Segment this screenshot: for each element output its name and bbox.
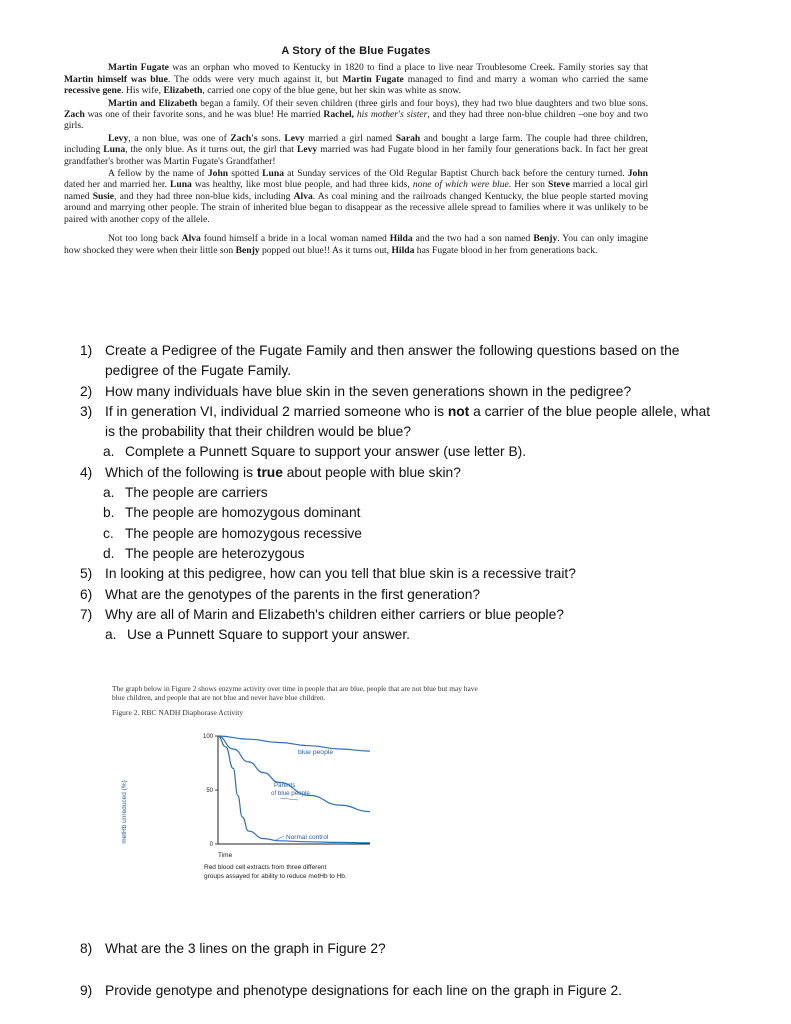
enzyme-activity-chart <box>112 724 412 894</box>
series-line-parents-of-blue-people <box>218 736 370 812</box>
y-axis-label: metHb unreduced (%) <box>121 780 128 844</box>
story-paragraph-4: A fellow by the name of John spotted Luna at Sunday services of the Old Regular Baptist Church back before the century turned. John dated her and married her. Luna was healthy, like most blue people, and had three kids, none of which were blue. Her son Steve married a local girl named Susie, and they had three non-blue kids, including Alva. As coal mining and the railroads changed Kentucky, the blue people started moving around and marrying other people. The strain of inherited blue began to disappear as the recessive allele spread to families where it was unlikely to be paired with another copy of the allele. <box>64 168 648 225</box>
question-6: 6) What are the genotypes of the parents in the first generation? <box>80 586 481 602</box>
question-7a: a. Use a Punnett Square to support your answer. <box>105 627 411 643</box>
normal-label-pointer <box>276 836 284 840</box>
question-4-option-b: b. The people are homozygous dominant <box>103 505 361 521</box>
question-4-option-c: c. The people are homozygous recessive <box>103 525 362 541</box>
label-parents-1: Parents <box>274 782 296 789</box>
story-passage <box>64 46 648 257</box>
story-paragraph-5: Not too long back Alva found himself a bride in a local woman named Hilda and the two had a son named Benjy. You can only imagine how shocked they were when their little son Benjy popped out blue!! As it turns out, Hilda has Fugate blood in her from generations back. <box>64 233 648 256</box>
question-3: 3) If in generation VI, individual 2 married someone who is not a carrier of the blue people allele, what is the probability that their children would be blue? <box>80 403 711 440</box>
question-8: 8) What are the 3 lines on the graph in Figure 2? <box>80 941 386 956</box>
story-paragraph-2: Martin and Elizabeth began a family. Of their seven children (three girls and four boys), they had two blue daughters and two blue sons. Zach was one of their favorite sons, and he was blue! He married Rachel, his mother's sister, and they had three non-blue children –one boy and two girls. <box>64 97 649 132</box>
label-parents-2: of blue people <box>271 790 310 797</box>
series-line-blue-people <box>218 736 370 751</box>
question-4: 4) Which of the following is true about people with blue skin? <box>80 464 461 480</box>
figure-2 <box>112 684 502 880</box>
y-tick-label: 0 <box>209 842 213 849</box>
label-normal-control: Normal control <box>286 834 329 841</box>
question-2-text: How many individuals have blue skin in the seven generations shown in the pedigree? <box>105 383 632 399</box>
question-4-option-a: a. The people are carriers <box>103 485 268 501</box>
question-5: 5) In looking at this pedigree, how can you tell that blue skin is a recessive trait? <box>80 566 576 582</box>
figure-title: Figure 2. RBC NADH Diaphorase Activity <box>112 708 244 717</box>
label-blue-people: blue people <box>298 749 334 756</box>
question-4-option-d: d. The people are heterozygous <box>103 545 305 561</box>
parents-label-pointer <box>280 798 298 800</box>
x-axis-label: Time <box>218 852 233 859</box>
question-1: 1) Create a Pedigree of the Fugate Family and then answer the following questions based on the pedigree of the Fugate Family. <box>80 343 680 379</box>
story-paragraph-3: Levy, a non blue, was one of Zach's sons. Levy married a girl named Sarah and bought a large farm. The couple had three children, including Luna, the only blue. As it turns out, the girl that Levy married was had Fugate blood in her family four generations back. In fact her great grandfather's brother was Martin Fugate's Grandfather! <box>64 132 648 167</box>
caption-line-1: Red blood cell extracts from three different <box>204 864 327 871</box>
question-1-text: Create a Pedigree of the Fugate Family and then answer the following questions based on the pedigree of the Fugate Family. <box>105 343 680 379</box>
figure-intro: The graph below in Figure 2 shows enzyme activity over time in people that are blue, people that are not blue but may have blue children, and people that are not blue and never have blue children. <box>112 684 478 702</box>
question-2: 2) How many individuals have blue skin in the seven generations shown in the pedigree? <box>80 383 632 399</box>
story-paragraph-1: Martin Fugate was an orphan who moved to Kentucky in 1820 to find a place to live near Troublesome Creek. Family stories say that Martin himself was blue. The odds were very much against it, but Martin Fugate managed to find and marry a woman who carried the same recessive gene. His wife, Elizabeth, carried one copy of the blue gene, but her skin was white as snow. <box>64 62 649 97</box>
question-9: 9) Provide genotype and phenotype designations for each line on the graph in Figure 2. <box>80 983 622 998</box>
y-tick-label: 50 <box>206 788 213 795</box>
story-title: A Story of the Blue Fugates <box>281 45 431 57</box>
question-list <box>80 341 720 645</box>
question-3a: a. Complete a Punnett Square to support your answer (use letter B). <box>103 444 527 460</box>
caption-line-2: groups assayed for ability to reduce metHb to Hb. <box>204 873 347 880</box>
y-tick-label: 100 <box>202 734 213 741</box>
question-7: 7) Why are all of Marin and Elizabeth's children either carriers or blue people? <box>80 606 564 622</box>
